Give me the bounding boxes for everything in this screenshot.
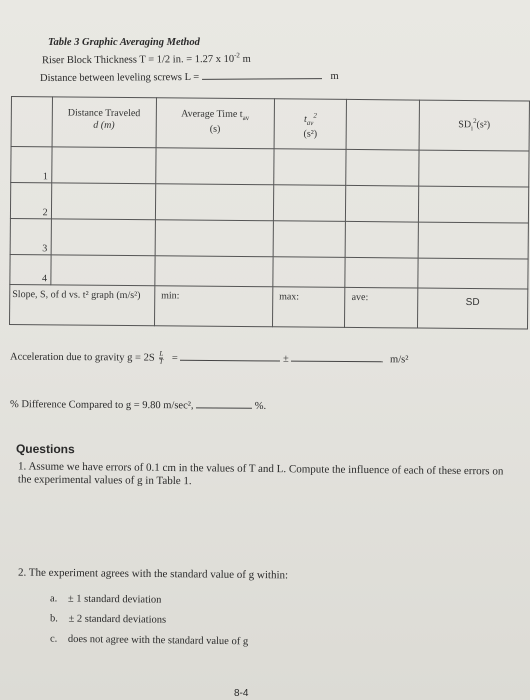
cell-sd[interactable] — [418, 186, 528, 223]
row-number-header — [11, 97, 52, 147]
option-a: a. ± 1 standard deviation — [49, 593, 162, 606]
slope-label: Slope, S, of d vs. t² graph (m/s²) — [10, 284, 155, 325]
distance-blank[interactable] — [202, 69, 322, 80]
page-number: 8-4 — [234, 688, 249, 699]
cell-distance[interactable] — [51, 183, 156, 220]
distance-unit: m — [330, 70, 339, 83]
cell-tav2[interactable] — [273, 185, 346, 222]
percent-blank[interactable] — [196, 398, 252, 408]
slope-max[interactable]: max: — [272, 287, 345, 328]
riser-unit: m — [239, 53, 251, 65]
distance-label: Distance between leveling screws — [39, 72, 183, 85]
cell-distance[interactable] — [51, 219, 156, 256]
row-number: 2 — [10, 183, 51, 219]
cell-distance[interactable] — [51, 147, 156, 184]
cell-time[interactable] — [155, 184, 273, 221]
slope-sd[interactable]: SD — [417, 288, 527, 329]
cell-tav2[interactable] — [273, 221, 346, 258]
cell-sd[interactable] — [418, 258, 528, 289]
accel-unit: m/s² — [390, 354, 409, 366]
header-row — [11, 97, 529, 152]
distance-line — [40, 69, 339, 84]
questions-heading: Questions — [15, 441, 75, 457]
col-sd-squared: $SD_i^2(s^2)$ — [419, 100, 530, 151]
table-row — [10, 254, 528, 289]
table-row — [10, 183, 528, 224]
col-blank — [346, 99, 419, 150]
riser-label: Riser Block Thickness — [41, 54, 137, 67]
row-number: 3 — [10, 218, 51, 254]
row-number: 1 — [11, 147, 52, 183]
cell-sd[interactable] — [419, 150, 529, 187]
percent-unit: %. — [254, 400, 267, 412]
question-2: 2. The experiment agrees with the standard value of g within: — [17, 566, 289, 582]
col-distance: Distance Traveled d (m) — [52, 97, 157, 148]
option-b: b. ± 2 standard deviations — [49, 613, 167, 626]
cell-tav2[interactable] — [273, 257, 346, 288]
table-row — [11, 147, 529, 188]
cell-distance[interactable] — [50, 255, 154, 286]
slope-ave[interactable]: ave: — [345, 287, 418, 328]
cell-time[interactable] — [156, 148, 274, 185]
accel-error-blank[interactable] — [291, 352, 383, 363]
slope-row — [10, 284, 528, 329]
col-tav-squared: $t_{av}^2$ (s²) — [274, 99, 347, 150]
col-average-time: Average Time $t_{av}$ (s) — [156, 98, 274, 149]
cell-blank[interactable] — [345, 257, 418, 288]
question-1: 1. Assume we have errors of 0.1 cm in the values of T and L. Compute the influence of each of these errors on the experimental values of g in Table 1. — [17, 460, 504, 488]
acceleration-line — [10, 350, 408, 368]
table-row — [10, 218, 528, 259]
distance-var: L = — [184, 71, 200, 84]
percent-text: % Difference Compared to g = 9.80 m/sec², — [9, 399, 194, 412]
slope-min[interactable]: min: — [154, 286, 272, 327]
cell-blank[interactable] — [346, 149, 419, 186]
riser-thickness-line — [42, 51, 251, 66]
cell-time[interactable] — [155, 256, 273, 287]
cell-time[interactable] — [155, 220, 273, 257]
accel-equals: = — [171, 352, 178, 364]
riser-value: T = 1/2 in. = 1.27 x 10 — [139, 53, 235, 66]
accel-pm: ± — [283, 353, 289, 365]
accel-value-blank[interactable] — [180, 351, 280, 362]
accel-fraction: $\frac{L}{T}$ — [159, 349, 164, 366]
percent-difference-line — [10, 397, 266, 412]
cell-tav2[interactable] — [274, 149, 347, 186]
accel-text: Acceleration due to gravity g = 2S — [9, 351, 155, 364]
cell-blank[interactable] — [345, 221, 418, 258]
table-title: Table 3 Graphic Averaging Method — [48, 37, 200, 48]
cell-sd[interactable] — [418, 222, 528, 259]
cell-blank[interactable] — [346, 185, 419, 222]
riser-exponent: -2 — [234, 51, 240, 60]
data-table — [9, 96, 530, 330]
row-number: 4 — [10, 254, 51, 284]
option-c: c. does not agree with the standard value of g — [49, 633, 249, 648]
